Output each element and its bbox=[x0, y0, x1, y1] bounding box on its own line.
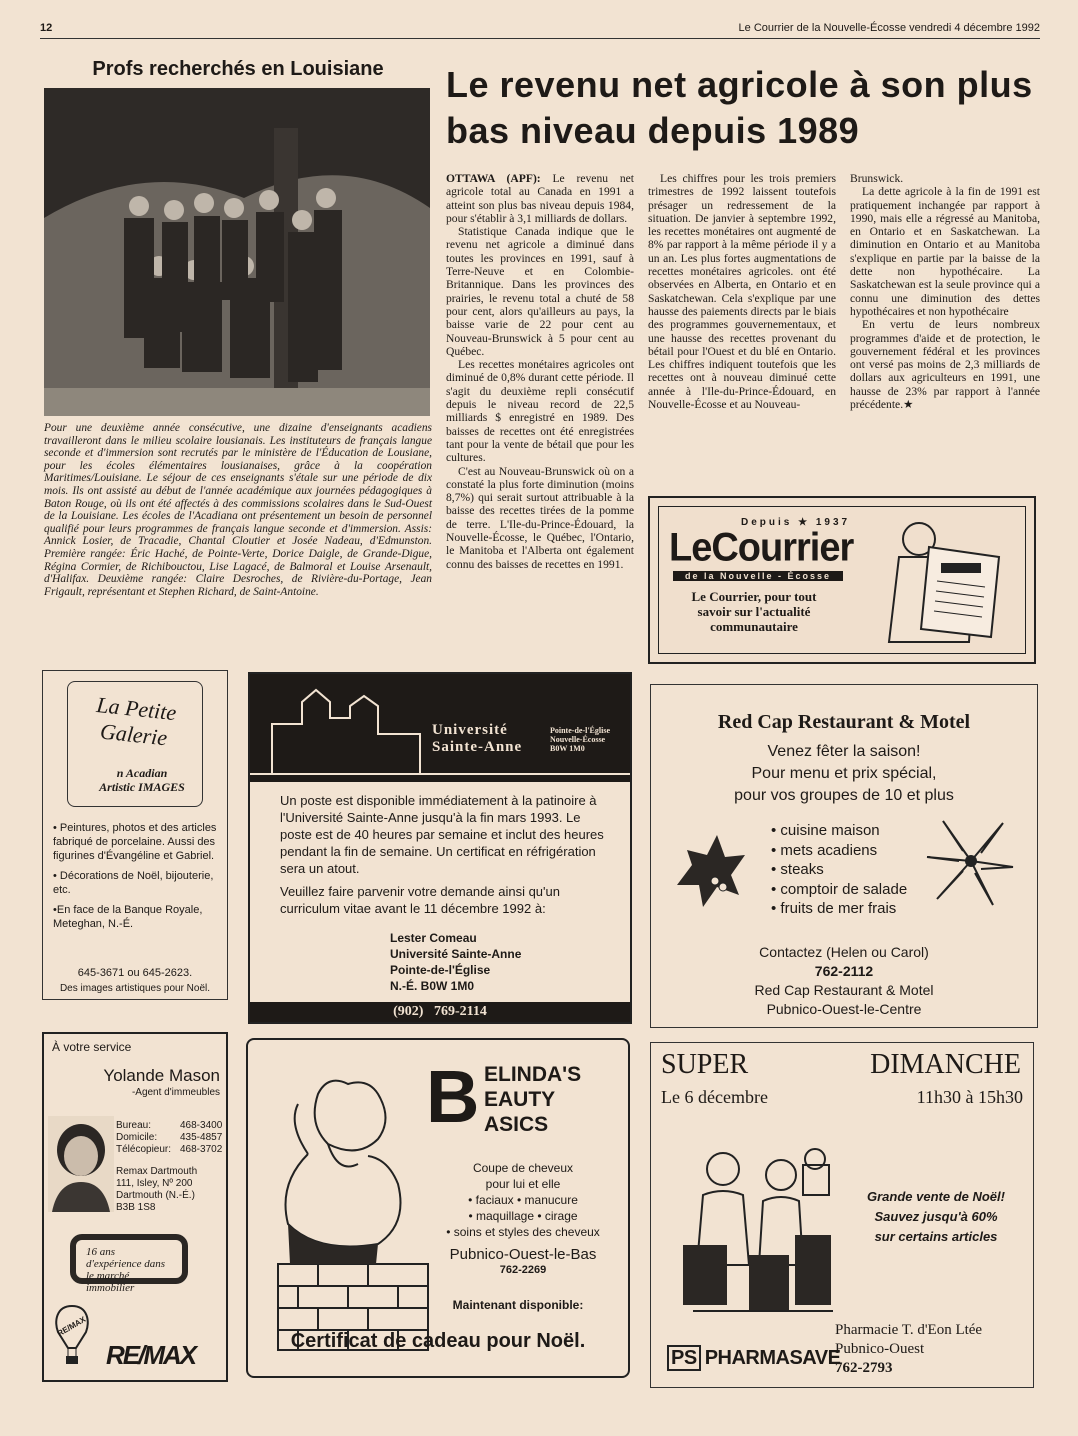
article-paragraph: La dette agricole à la fin de 1991 est pratiquement inchangée par rapport à 1990, mais elle a régressé au Manitoba, en Ontario et en Saskatchewan. La diminution en Ontario et au Manitoba s'explique en partie par la baisse de la dette non hypothécaire. La Saskatchewan est la seule province qui a connu une diminution des dettes hypothécaires et non hypothécaire bbox=[850, 185, 1040, 318]
article-paragraph: Les chiffres pour les trois premiers trimestres de 1992 laissent toutefois présager un redressement de la situation. De janvier à septembre 1992, les recettes monétaires ont augmenté de 8% par rapport à la même période il y a un an. Les plus fortes augmentations de recettes monétaires agricoles. ont été observées en Alberta, en Ontario et en Saskatchewan. Cela s'explique par une hausse des paiements directs par le biais des programmes gouvernementaux, et une hausse des recettes provenant du bétail pour l'Ouest et du blé en Ontario. Les chiffres indiquent toutefois que les recettes ont à nouveau diminué cette année à l'Ile-du-Prince-Édouard, en Nouvelle-Écosse et au Nouveau- bbox=[648, 172, 836, 412]
universite-banner bbox=[250, 674, 630, 782]
remax-address: Remax Dartmouth 111, Isley, Nº 200 Dartmouth (N.-É.) B3B 1S8 bbox=[116, 1166, 198, 1213]
galerie-name: La Petite Galerie bbox=[95, 691, 178, 751]
remax-agent-name: Yolande Mason bbox=[103, 1066, 220, 1085]
article-paragraph: Les recettes monétaires agricoles ont diminué de 0,8% durant cette période. Il s'agit du deuxième repli consécutif depuis le niveau record de 22,5 milliards $ enregistré en 1989. Des baisses de recettes ont été enregistrées tant pour la vente de bétail que pour les cultures. bbox=[446, 358, 634, 465]
pharmasave-logo-mark: PS bbox=[667, 1345, 701, 1371]
belinda-town: Pubnico-Ouest-le-Bas bbox=[449, 1246, 597, 1263]
teachers-photo-image bbox=[44, 88, 430, 416]
universite-body: Un poste est disponible immédiatement à la patinoire à l'Université Sainte-Anne jusqu'à la fin mars 1993. Le poste est de 40 heures par semaine et inclut des heures pendant la fin de semaine. Un certificat en réfrigération sera un atout. Veuillez faire parvenir votre demande ainsi qu'un curriculum vitae avant le 11 décembre 1992 à: bbox=[280, 793, 604, 916]
article-paragraph: Brunswick. bbox=[850, 172, 904, 185]
christmas-shoppers-icon bbox=[663, 1135, 843, 1329]
pharmasave-date: Le 6 décembre bbox=[661, 1087, 768, 1107]
louisiane-title: Profs recherchés en Louisiane bbox=[92, 58, 384, 80]
galerie-tagline: Des images artistiques pour Noël. bbox=[59, 983, 211, 994]
redcap-name: Red Cap Restaurant & Motel bbox=[717, 711, 971, 733]
redcap-menu-item: • comptoir de salade bbox=[771, 880, 908, 898]
remax-experience: 16 ans d'expérience dans le marché immobilier bbox=[70, 1234, 188, 1284]
universite-address: Pointe-de-l'Église Nouvelle-Écosse B0W 1M0 bbox=[550, 726, 610, 753]
photo-caption: Pour une deuxième année consécutive, une dizaine d'enseignants acadiens travailleront dans le milieu scolaire lousianais. Les instituteurs de français langue seconde et d'immersion sont recrutés par le ministère de l'Éducation de Lousiane, pour les écoles élémentaires lousianaises, grâce à la coopération Maritimes/Louisiane. Le séjour de ces enseignants s'étale sur une période de dix mois. Ils ont assisté au début de l'année académique aux journées pédagogiques à Baton Rouge, où ils ont été affectés à des commissions scolaires dans le Sud-Ouest de la Louisiane. Les écoles de l'Acadiana ont présentement un besoin de personnel qualifié pour leurs programmes de français langue seconde et d'immersion. Assis: Annick Losier, de Tracadie, Chantal Cloutier et Josée Nadeau, d'Edmunston. Première rangée: Éric Haché, de Pointe-Verte, Dorice Daigle, de Grande-Digue, Régina Cormier, de Richibouctou, Lise Lagacé, de Balmoral et Louise Arsenault, d'Halifax. Deuxième rangée: Claire Desroches, de Rivière-du-Portage, Jean Frigault, représentant et Stephen Richard, de Saint-Antoine. bbox=[44, 422, 432, 598]
courrier-logo-sub: de la Nouvelle - Écosse bbox=[673, 571, 843, 581]
article-column-1: OTTAWA (APF): Le revenu net agricole total au Canada en 1991 a atteint son plus bas niveau depuis 1984, pour s'établir à 3,1 milliards de dollars. Statistique Canada indique que le revenu net agricole a diminué dans toutes les provinces en 1991, sauf à Terre-Neuve et en Colombie-Britannique. Dans les provinces des prairies, le revenu total a chuté de 58 pour cent, alors qu'ailleurs au pays, la baisse varie de 22 pour cent au Nouveau-Brunswick à 5 pour cent au Québec. Les recettes monétaires agricoles ont diminué de 0,8% durant cette période. Il s'agit du deuxième repli consécutif depuis le niveau record de 22,5 milliards $ enregistré en 1989. Des baisses de recettes ont été enregistrées tant pour la vente de bétail que pour les cultures. C'est au Nouveau-Brunswick où on a constaté la plus forte diminution (moins 8,7%) qui serait surtout attribuable à la baisse des recettes tirées de la pomme de terre. L'Ile-du-Prince-Édouard, la Nouvelle-Écosse, le Québec, l'Ontario, le Manitoba et l'Alberta ont également connu des baisses de recettes en 1991. bbox=[446, 172, 634, 571]
redcap-contact: Contactez (Helen ou Carol) 762-2112 Red Cap Restaurant & Motel Pubnico-Ouest-le-Centre bbox=[754, 944, 934, 1017]
holly-icon bbox=[667, 825, 753, 915]
redcap-intro: Venez fêter la saison! Pour menu et prix spécial, pour vos groupes de 10 et plus bbox=[734, 743, 954, 804]
courrier-since: Depuis ★ 1937 bbox=[741, 517, 851, 528]
universite-ad bbox=[248, 672, 632, 1024]
pharmasave-ad bbox=[650, 1042, 1034, 1388]
galerie-bullet: • Peintures, photos et des articles fabriqué de porcelaine. Aussi des figurines d'Évangéline et Gabriel. bbox=[53, 822, 217, 862]
courrier-logo: LeCourrier bbox=[669, 525, 854, 571]
article-paragraph: En vertu de leurs nombreux programmes d'aide et de protection, le gouvernement fédéral et les provinces ont versé pas moins de 2,3 milliards de dollars aux agriculteurs en 1991, une hausse de 23% par rapport à l'année précédente.★ bbox=[850, 318, 1040, 412]
remax-balloon-label: RE/MAX bbox=[55, 1314, 88, 1339]
belinda-services: Coupe de cheveux pour lui et elle • faciaux • manucure • maquillage • cirage • soins et styles des cheveux bbox=[446, 1161, 600, 1239]
universite-phone: (902) 769-2114 bbox=[250, 1002, 630, 1022]
universite-name: Université Sainte-Anne bbox=[432, 722, 523, 755]
pharmasave-hours: 11h30 à 15h30 bbox=[916, 1087, 1023, 1107]
pharmasave-logo: PS PHARMASAVE bbox=[667, 1347, 840, 1370]
remax-agent-title: -Agent d'immeubles bbox=[131, 1087, 220, 1098]
remax-service: À votre service bbox=[52, 1040, 132, 1054]
galerie-sign bbox=[67, 681, 203, 807]
redcap-menu-item: • mets acadiens bbox=[771, 841, 878, 859]
teachers-photo bbox=[44, 88, 430, 416]
poinsettia-icon bbox=[923, 811, 1019, 911]
redcap-menu-item: • fruits de mer frais bbox=[771, 900, 897, 917]
newspaper-reader-icon bbox=[859, 517, 1019, 647]
remax-logo: RE/MAX bbox=[106, 1340, 196, 1370]
belinda-available: Maintenant disponible: bbox=[452, 1298, 584, 1312]
remax-phone-row: Bureau: 468-3400 bbox=[116, 1120, 223, 1131]
galerie-sign-text: n Acadian Artistic IMAGES bbox=[99, 766, 185, 794]
super-dimanche-title: SUPER DIMANCHE bbox=[661, 1049, 1021, 1080]
pharmasave-store: Pharmacie T. d'Eon Ltée Pubnico-Ouest 762-2793 bbox=[835, 1322, 983, 1376]
belinda-ad bbox=[246, 1038, 630, 1378]
belinda-title: ELINDA'S EAUTY ASICS bbox=[484, 1063, 582, 1136]
pharmasave-sale: Grande vente de Noël! Sauvez jusqu'à 60% sur certains articles bbox=[867, 1189, 1005, 1244]
courrier-slogan: Le Courrier, pour tout savoir sur l'actualité communautaire bbox=[691, 589, 817, 634]
courrier-ad bbox=[648, 496, 1036, 664]
remax-phones bbox=[116, 1120, 222, 1156]
page-number: 12 bbox=[40, 22, 53, 34]
remax-phone-row: Télécopieur: 468-3702 bbox=[116, 1144, 223, 1155]
galerie-phones: 645-3671 ou 645-2623. bbox=[77, 967, 193, 979]
universite-contact: Lester Comeau Université Sainte-Anne Pointe-de-l'Église N.-É. B0W 1M0 bbox=[390, 931, 522, 993]
article-column-2 bbox=[648, 172, 836, 411]
article-paragraph: C'est au Nouveau-Brunswick où on a constaté la plus forte diminution (moins 8,7%) qui serait surtout attribuable à la baisse des recettes tirées de la pomme de terre. L'Ile-du-Prince-Édouard, la Nouvelle-Écosse, le Québec, l'Ontario, le Manitoba et l'Alberta ont également connu des baisses de recettes en 1991. bbox=[446, 464, 634, 571]
redcap-menu bbox=[771, 821, 907, 919]
galerie-ad bbox=[42, 670, 228, 1000]
remax-ad bbox=[42, 1032, 228, 1382]
redcap-menu-item: • steaks bbox=[771, 861, 824, 878]
belinda-gift: Certificat de cadeau pour Noël. bbox=[290, 1330, 586, 1352]
louisiane-story bbox=[44, 58, 432, 598]
galerie-bullets bbox=[53, 821, 223, 931]
article-column-3 bbox=[850, 172, 1040, 411]
galerie-bullet: •En face de la Banque Royale, Meteghan, N.-É. bbox=[53, 904, 203, 930]
redcap-menu-item: • cuisine maison bbox=[771, 822, 880, 839]
remax-phone-row: Domicile: 435-4857 bbox=[116, 1132, 223, 1143]
page-header bbox=[40, 22, 1040, 39]
article-headline: Le revenu net agricole à son plus bas niveau depuis 1989 bbox=[446, 64, 1033, 151]
agent-portrait bbox=[48, 1116, 114, 1212]
redcap-ad bbox=[650, 684, 1038, 1028]
article-dateline: OTTAWA (APF): bbox=[446, 172, 541, 185]
belinda-letter: B bbox=[426, 1055, 480, 1138]
galerie-bullet: • Décorations de Noël, bijouterie, etc. bbox=[53, 870, 214, 896]
hot-air-balloon-icon bbox=[52, 1304, 92, 1368]
belinda-phone: 762-2269 bbox=[499, 1264, 547, 1276]
publication-line: Le Courrier de la Nouvelle-Écosse vendredi 4 décembre 1992 bbox=[738, 22, 1040, 34]
article-paragraph: Statistique Canada indique que le revenu net agricole a diminué dans toutes les provinces en 1991, sauf à Terre-Neuve et en Colombie-Britannique. Dans les provinces des prairies, le revenu total a chuté de 58 pour cent, alors qu'ailleurs au pays, la baisse varie de 22 pour cent au Nouveau-Brunswick à 5 pour cent au Québec. bbox=[446, 225, 634, 358]
